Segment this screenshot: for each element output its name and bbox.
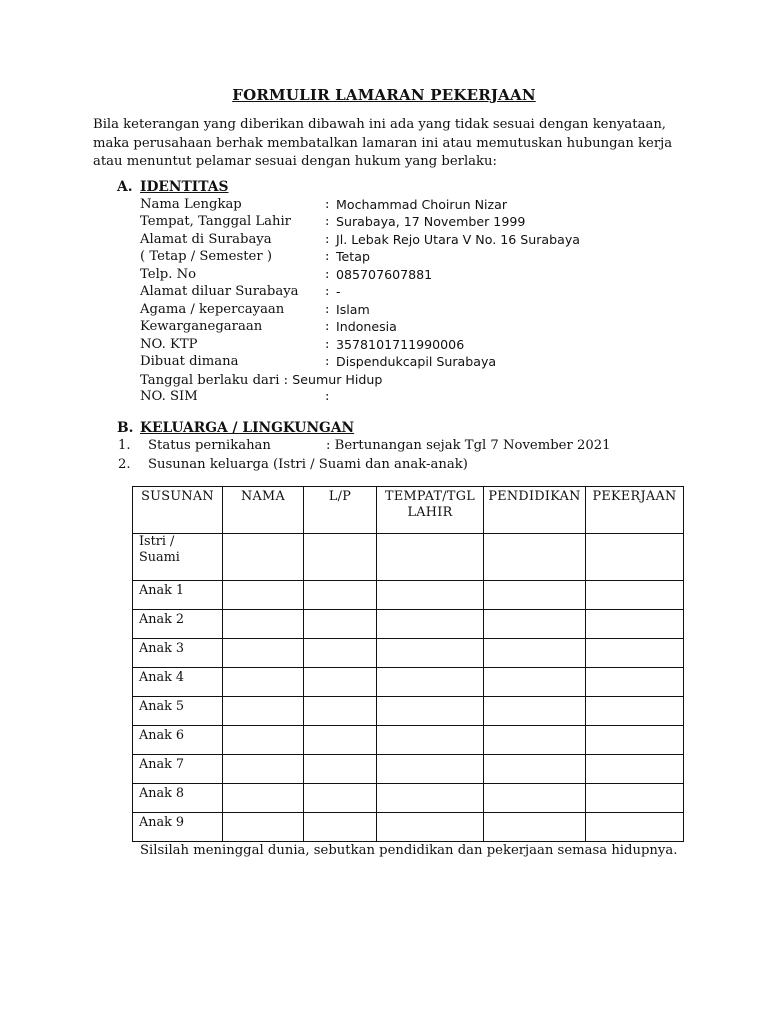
field-colon: : — [325, 214, 330, 229]
column-header: TEMPAT/TGL LAHIR — [377, 487, 484, 534]
table-row — [133, 697, 684, 726]
column-header: SUSUNAN — [133, 487, 223, 534]
table-row — [133, 813, 684, 842]
field-label: Telp. No — [140, 267, 197, 282]
field-colon: : — [325, 267, 330, 282]
item-label: Susunan keluarga (Istri / Suami dan anak-anak) — [148, 457, 468, 472]
field-colon: : — [325, 197, 330, 212]
table-cell[interactable] — [484, 610, 586, 639]
table-cell[interactable] — [223, 639, 304, 668]
intro-line: Bila keterangan yang diberikan dibawah ini ada yang tidak sesuai dengan kenyataan, — [93, 117, 666, 132]
table-cell[interactable] — [304, 813, 377, 842]
field-value: Surabaya, 17 November 1999 — [336, 214, 526, 229]
table-cell[interactable] — [304, 534, 377, 581]
item-label: Status pernikahan — [148, 438, 271, 453]
field-label: Tanggal berlaku dari : — [140, 373, 293, 388]
table-cell[interactable] — [304, 784, 377, 813]
table-cell[interactable] — [586, 668, 684, 697]
field-label: Kewarganegaraan — [140, 319, 263, 334]
column-header: L/P — [304, 487, 377, 534]
field-label: NO. KTP — [140, 337, 198, 352]
intro-line: maka perusahaan berhak membatalkan lamaran ini atau memutuskan hubungan kerja — [93, 135, 673, 151]
row-label: Anak 6 — [133, 726, 223, 755]
table-row — [133, 784, 684, 813]
table-cell[interactable] — [586, 755, 684, 784]
table-header-row — [133, 487, 684, 534]
table-cell[interactable] — [484, 784, 586, 813]
table-cell[interactable] — [377, 610, 484, 639]
column-header: PEKERJAAN — [586, 487, 684, 534]
column-header: NAMA — [223, 487, 304, 534]
table-row — [133, 668, 684, 697]
table-cell[interactable] — [223, 755, 304, 784]
section-b-heading — [117, 420, 354, 436]
table-cell[interactable] — [223, 668, 304, 697]
table-cell[interactable] — [304, 581, 377, 610]
table-cell[interactable] — [377, 639, 484, 668]
table-cell[interactable] — [223, 726, 304, 755]
table-cell[interactable] — [377, 813, 484, 842]
field-label: Alamat di Surabaya — [140, 232, 272, 247]
row-label: Anak 5 — [133, 697, 223, 726]
field-colon: : — [325, 249, 330, 264]
field-label: Alamat diluar Surabaya — [140, 284, 299, 299]
table-row — [133, 639, 684, 668]
table-cell[interactable] — [484, 726, 586, 755]
table-cell[interactable] — [484, 581, 586, 610]
item-number: 1. — [118, 438, 131, 453]
table-cell[interactable] — [304, 668, 377, 697]
row-label: Anak 1 — [133, 581, 223, 610]
row-label: Anak 8 — [133, 784, 223, 813]
table-cell[interactable] — [586, 697, 684, 726]
table-cell[interactable] — [484, 639, 586, 668]
field-colon: : — [325, 284, 330, 299]
row-label: Anak 7 — [133, 755, 223, 784]
table-cell[interactable] — [586, 610, 684, 639]
column-header: PENDIDIKAN — [484, 487, 586, 534]
table-cell[interactable] — [377, 581, 484, 610]
table-cell[interactable] — [304, 639, 377, 668]
field-value: Jl. Lebak Rejo Utara V No. 16 Surabaya — [336, 232, 580, 247]
field-value: Dispendukcapil Surabaya — [336, 354, 497, 369]
field-row-berlaku — [140, 371, 382, 388]
field-label: Tempat, Tanggal Lahir — [140, 214, 291, 229]
table-cell[interactable] — [223, 610, 304, 639]
table-cell[interactable] — [484, 813, 586, 842]
table-cell[interactable] — [586, 726, 684, 755]
table-cell[interactable] — [377, 668, 484, 697]
row-label-text: Istri / Suami — [139, 534, 180, 565]
section-letter: B. — [117, 420, 134, 436]
table-cell[interactable] — [377, 534, 484, 581]
field-value: Seumur Hidup — [292, 372, 383, 387]
field-value: Islam — [336, 302, 370, 317]
table-cell[interactable] — [223, 581, 304, 610]
field-colon: : — [325, 302, 330, 317]
row-label: Anak 9 — [133, 813, 223, 842]
table-cell[interactable] — [377, 755, 484, 784]
table-cell[interactable] — [586, 639, 684, 668]
field-colon: : — [325, 389, 330, 404]
field-value: Indonesia — [336, 319, 397, 334]
table-row — [133, 534, 684, 581]
table-row — [133, 581, 684, 610]
intro-line: atau menuntut pelamar sesuai dengan hukum yang berlaku: — [93, 154, 497, 169]
table-cell[interactable] — [377, 784, 484, 813]
table-row — [133, 726, 684, 755]
field-value: Tetap — [336, 249, 370, 264]
field-value: Mochammad Choirun Nizar — [336, 197, 507, 212]
field-label: Nama Lengkap — [140, 197, 242, 212]
field-colon: : — [325, 319, 330, 334]
table-cell[interactable] — [223, 697, 304, 726]
section-title: KELUARGA / LINGKUNGAN — [140, 420, 355, 436]
row-label: Anak 4 — [133, 668, 223, 697]
field-value: - — [336, 284, 341, 299]
table-cell[interactable] — [484, 668, 586, 697]
section-letter: A. — [117, 179, 133, 195]
table-cell[interactable] — [223, 813, 304, 842]
form-title: FORMULIR LAMARAN PEKERJAAN — [232, 86, 536, 104]
table-cell[interactable] — [377, 697, 484, 726]
field-label: Agama / kepercayaan — [140, 302, 285, 317]
intro-paragraph — [93, 116, 693, 172]
field-label: ( Tetap / Semester ) — [140, 249, 273, 264]
field-value: 3578101711990006 — [336, 337, 465, 352]
family-table — [132, 486, 684, 842]
field-colon: : — [325, 354, 330, 369]
table-row — [133, 610, 684, 639]
table-cell[interactable] — [304, 697, 377, 726]
table-row — [133, 755, 684, 784]
table-cell[interactable] — [304, 755, 377, 784]
item-value: : Bertunangan sejak Tgl 7 November 2021 — [326, 438, 611, 453]
table-cell[interactable] — [223, 784, 304, 813]
row-label — [133, 534, 223, 581]
field-label: Dibuat dimana — [140, 354, 239, 369]
row-label: Anak 3 — [133, 639, 223, 668]
table-cell[interactable] — [484, 697, 586, 726]
section-title: IDENTITAS — [140, 179, 229, 195]
table-cell[interactable] — [304, 610, 377, 639]
section-a-heading — [117, 179, 228, 195]
table-cell[interactable] — [304, 726, 377, 755]
field-value: 085707607881 — [336, 267, 433, 282]
table-cell[interactable] — [223, 534, 304, 581]
table-cell[interactable] — [586, 784, 684, 813]
field-colon: : — [325, 337, 330, 352]
table-cell[interactable] — [586, 534, 684, 581]
field-label: NO. SIM — [140, 389, 198, 404]
table-cell[interactable] — [586, 581, 684, 610]
row-label: Anak 2 — [133, 610, 223, 639]
table-cell[interactable] — [484, 534, 586, 581]
item-number: 2. — [118, 457, 131, 472]
footnote: Silsilah meninggal dunia, sebutkan pendidikan dan pekerjaan semasa hidupnya. — [140, 843, 678, 858]
table-cell[interactable] — [586, 813, 684, 842]
table-cell[interactable] — [377, 726, 484, 755]
table-cell[interactable] — [484, 755, 586, 784]
field-colon: : — [325, 232, 330, 247]
